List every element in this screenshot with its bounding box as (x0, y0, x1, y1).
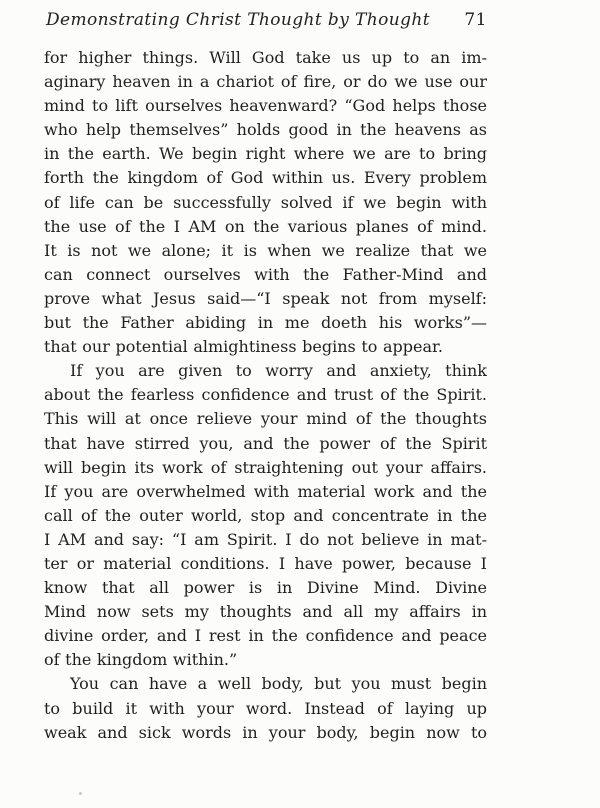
text-line: I AM and say: “I am Spirit. I do not believe in mat- (44, 529, 487, 549)
text-line: You can have a well body, but you must begin (70, 674, 487, 694)
text-line: It is not we alone; it is when we realize that we (44, 240, 487, 260)
text-line: to build it with your word. Instead of laying up (44, 698, 487, 718)
page-body (44, 46, 487, 745)
text-line: about the fearless confidence and trust of the Spirit. (44, 385, 487, 405)
text-line: If you are given to worry and anxiety, think (70, 361, 487, 381)
text-line: This will at once relieve your mind of the thoughts (44, 409, 487, 429)
text-line: If you are overwhelmed with material work and the (44, 481, 487, 501)
text-line: weak and sick words in your body, begin now to (44, 722, 487, 742)
text-line: that our potential almightiness begins to appear. (44, 337, 443, 357)
running-title: Demonstrating Christ Thought by Thought (46, 10, 430, 30)
text-line: divine order, and I rest in the confidence and peace (44, 626, 487, 646)
text-line: of the kingdom within.” (44, 650, 238, 670)
text-line: prove what Jesus said—“I speak not from myself: (44, 288, 487, 308)
text-line: mind to lift ourselves heavenward? “God helps those (44, 96, 487, 116)
scan-artifact-speck (79, 792, 82, 795)
text-line: for higher things. Will God take us up to an im- (44, 48, 487, 67)
text-line: forth the kingdom of God within us. Every problem (44, 168, 487, 188)
text-line: ter or material conditions. I have power, because I (44, 553, 487, 573)
running-head (46, 10, 487, 34)
book-page (0, 10, 600, 808)
text-line: aginary heaven in a chariot of fire, or do we use our (44, 72, 487, 92)
text-line: of life can be successfully solved if we begin with (44, 192, 487, 212)
text-line: Mind now sets my thoughts and all my affairs in (44, 602, 487, 622)
text-line: the use of the I AM on the various planes of mind. (44, 216, 487, 236)
text-line: that have stirred you, and the power of the Spirit (44, 433, 487, 453)
text-line: can connect ourselves with the Father-Mind and (44, 264, 487, 284)
page-number: 71 (464, 10, 487, 30)
text-line: in the earth. We begin right where we are to bring (44, 144, 487, 164)
text-line: but the Father abiding in me doeth his works”— (44, 313, 487, 333)
text-line: call of the outer world, stop and concentrate in the (44, 505, 487, 525)
text-line: will begin its work of straightening out your affairs. (44, 457, 487, 477)
text-line: know that all power is in Divine Mind. Divine (44, 578, 487, 598)
text-line: who help themselves” holds good in the heavens as (44, 120, 487, 140)
